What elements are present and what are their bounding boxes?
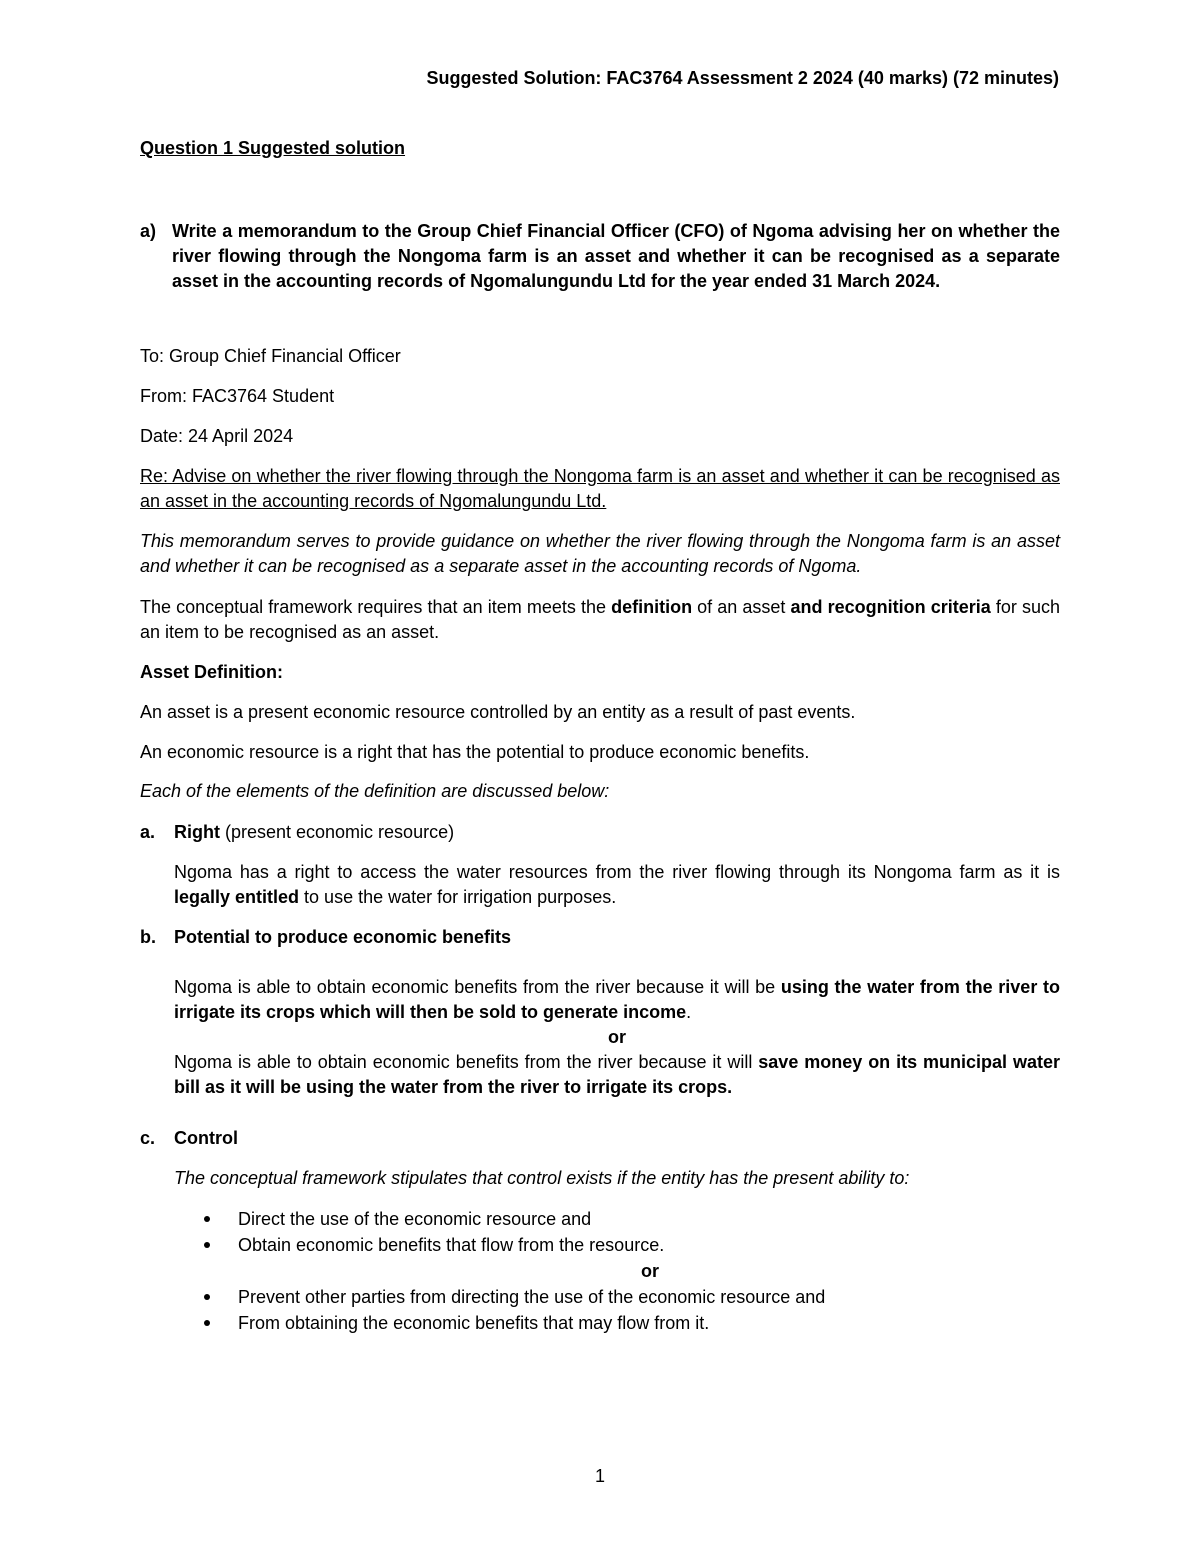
element-a-label: a. bbox=[140, 822, 156, 842]
bullet-icon bbox=[204, 1216, 210, 1222]
bullet-text: From obtaining the economic benefits that may flow from it. bbox=[238, 1313, 710, 1333]
framework-bold-definition: definition bbox=[611, 597, 693, 617]
part-a-label: a) bbox=[140, 221, 157, 241]
element-a-title-rest: (present economic resource) bbox=[219, 822, 455, 842]
bullet-text: Direct the use of the economic resource and bbox=[238, 1209, 592, 1229]
bullet-icon bbox=[204, 1294, 210, 1300]
page-header: Suggested Solution: FAC3764 Assessment 2 2024 (40 marks) (72 minutes) bbox=[426, 68, 1059, 88]
element-b-title: Potential to produce economic benefits bbox=[174, 927, 512, 947]
part-a-text: Write a memorandum to the Group Chief Financial Officer (CFO) of Ngoma advising her on whether the river flowing through the Nongoma farm is an asset and whether it can be recognised as a separate asset in the accounting records of Ngomalungundu Ltd for the year ended 31 March 2024. bbox=[172, 221, 1060, 291]
element-c-or: or bbox=[641, 1261, 659, 1281]
element-b-opt1-bold: using the water from the river to irrigate its crops which will then be sold to generate income bbox=[174, 977, 1061, 1022]
page-number: 1 bbox=[594, 1466, 605, 1486]
element-b-opt2-bold: save money on its municipal water bill as it will be using the water from the river to irrigate its crops. bbox=[174, 1052, 1060, 1097]
element-b-option-2 bbox=[174, 1050, 1060, 1100]
memo-from: From: FAC3764 Student bbox=[140, 386, 335, 406]
element-c-label: c. bbox=[140, 1128, 156, 1148]
element-a-text-2: to use the water for irrigation purposes. bbox=[299, 887, 617, 907]
asset-definition-line-1: An asset is a present economic resource controlled by an entity as a result of past events. bbox=[140, 702, 856, 722]
asset-definition-line-3: Each of the elements of the definition are discussed below: bbox=[140, 781, 610, 801]
element-c-intro: The conceptual framework stipulates that control exists if the entity has the present ability to: bbox=[174, 1168, 910, 1188]
element-a-body bbox=[174, 860, 1060, 910]
element-a-text-1: Ngoma has a right to access the water resources from the river flowing through its Nongoma farm as it is bbox=[174, 862, 1060, 882]
bullet-icon bbox=[204, 1320, 210, 1326]
element-b-heading bbox=[140, 925, 1060, 950]
element-b-opt1-end: . bbox=[686, 1002, 692, 1022]
element-c-title: Control bbox=[174, 1128, 238, 1148]
bullet-icon bbox=[204, 1242, 210, 1248]
list-item bbox=[200, 1206, 1060, 1232]
element-b-or: or bbox=[608, 1027, 626, 1047]
question-title: Question 1 Suggested solution bbox=[140, 138, 406, 158]
framework-bold-recognition: and recognition criteria bbox=[790, 597, 991, 617]
control-bullets-1 bbox=[200, 1206, 1060, 1258]
element-c-heading bbox=[140, 1126, 1060, 1151]
element-b-label: b. bbox=[140, 927, 156, 947]
element-a-heading bbox=[140, 820, 1060, 845]
list-item bbox=[200, 1310, 1060, 1336]
control-bullets-2 bbox=[200, 1284, 1060, 1336]
framework-text-1: The conceptual framework requires that an item meets the bbox=[140, 597, 612, 617]
part-a-instruction bbox=[140, 219, 1060, 294]
memo-to: To: Group Chief Financial Officer bbox=[140, 346, 401, 366]
element-a-title: Right bbox=[174, 822, 220, 842]
list-item bbox=[200, 1284, 1060, 1310]
bullet-text: Obtain economic benefits that flow from the resource. bbox=[238, 1235, 665, 1255]
memo-subject: Re: Advise on whether the river flowing through the Nongoma farm is an asset and whether it can be recognised as an asset in the accounting records of Ngomalungundu Ltd. bbox=[140, 466, 1060, 511]
memo-date: Date: 24 April 2024 bbox=[140, 426, 294, 446]
list-item bbox=[200, 1232, 1060, 1258]
framework-text-2: of an asset bbox=[692, 597, 791, 617]
element-b-opt1-text: Ngoma is able to obtain economic benefits from the river because it will be bbox=[174, 977, 781, 997]
element-b-option-1 bbox=[174, 975, 1060, 1025]
element-a-bold: legally entitled bbox=[174, 887, 300, 907]
element-b-opt2-text: Ngoma is able to obtain economic benefits from the river because it will bbox=[174, 1052, 759, 1072]
bullet-text: Prevent other parties from directing the use of the economic resource and bbox=[238, 1287, 826, 1307]
asset-definition-heading: Asset Definition: bbox=[140, 662, 284, 682]
framework-text-3: for such an item to be recognised as an asset. bbox=[140, 597, 1060, 642]
memo-intro: This memorandum serves to provide guidance on whether the river flowing through the Nongoma farm is an asset and whether it can be recognised as a separate asset in the accounting records of Ngoma. bbox=[140, 531, 1060, 576]
framework-paragraph bbox=[140, 595, 1060, 645]
asset-definition-line-2: An economic resource is a right that has the potential to produce economic benefits. bbox=[140, 742, 810, 762]
